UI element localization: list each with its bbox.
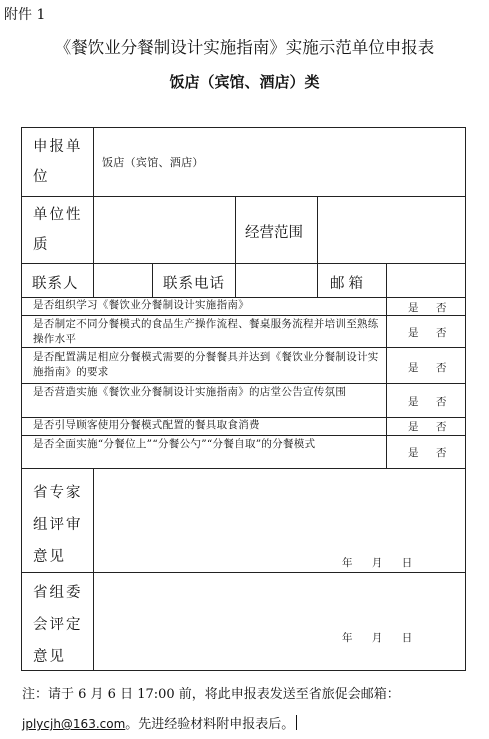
note-line-2 (22, 713, 297, 732)
contact-field[interactable] (94, 264, 152, 297)
no-option[interactable]: 否 (436, 396, 447, 408)
row-line (21, 435, 466, 436)
unit-nature-label: 单位性质 (33, 207, 83, 253)
committee-date (342, 630, 412, 645)
committee-opinion-label: 省组委会评定意见 (33, 585, 83, 665)
question-3: 是否配置满足相应分餐模式需要的分餐餐具并达到《餐饮业分餐制设计实施指南》的要求 (33, 351, 379, 378)
table-border-right (465, 127, 466, 671)
month-label: 月 (371, 632, 383, 644)
page-subtitle: 饭店（宾馆、酒店）类 (169, 73, 320, 91)
no-option[interactable]: 否 (436, 447, 447, 459)
expert-date (342, 555, 412, 570)
email-link[interactable]: jplycjh@163.com (22, 717, 126, 731)
col-line (317, 263, 318, 297)
year-label: 年 (342, 557, 353, 569)
year-label: 年 (342, 632, 353, 644)
attachment-label: 附件 1 (4, 7, 46, 23)
mailbox-field[interactable] (387, 264, 465, 297)
mailbox-label: 邮箱 (330, 276, 367, 292)
col-line (386, 297, 387, 468)
day-label: 日 (401, 557, 413, 569)
col-line (235, 196, 236, 264)
business-scope-label: 经营范围 (245, 225, 303, 241)
yes-option[interactable]: 是 (408, 396, 419, 408)
note-line-2-text: 。先进经验材料附申报表后。 (125, 717, 295, 732)
yes-option[interactable]: 是 (408, 421, 419, 433)
business-scope-field[interactable] (318, 197, 465, 263)
expert-opinion-label: 省专家组评审意见 (33, 485, 83, 565)
table-border-top (21, 127, 466, 128)
committee-opinion-field[interactable] (94, 573, 465, 670)
question-4: 是否营造实施《餐饮业分餐制设计实施指南》的店堂公告宣传氛围 (33, 386, 347, 398)
phone-field[interactable] (236, 264, 317, 297)
phone-label: 联系电话 (163, 276, 225, 292)
col-line (152, 263, 153, 297)
contact-label: 联系人 (32, 276, 79, 292)
month-label: 月 (371, 557, 383, 569)
row-line (21, 347, 466, 348)
applicant-label: 申报单位 (33, 139, 83, 185)
question-2: 是否制定不同分餐模式的食品生产操作流程、餐桌服务流程并培训至熟练操作水平 (33, 318, 379, 345)
no-option[interactable]: 否 (436, 302, 447, 314)
question-1: 是否组织学习《餐饮业分餐制设计实施指南》 (33, 299, 249, 311)
page-title: 《餐饮业分餐制设计实施指南》实施示范单位申报表 (54, 38, 435, 57)
text-cursor (296, 715, 297, 730)
yes-option[interactable]: 是 (408, 302, 419, 314)
table-border-left (21, 127, 22, 671)
question-6: 是否全面实施“分餐位上”“分餐公勺”“分餐自取”的分餐模式 (33, 438, 316, 450)
no-option[interactable]: 否 (436, 327, 447, 339)
yes-option[interactable]: 是 (408, 327, 419, 339)
unit-nature-field[interactable] (94, 197, 235, 263)
no-option[interactable]: 否 (436, 421, 447, 433)
yes-option[interactable]: 是 (408, 447, 419, 459)
yes-option[interactable]: 是 (408, 362, 419, 374)
day-label: 日 (401, 632, 413, 644)
note-line-1: 注：请于 6 月 6 日 17:00 前，将此申报表发送至省旅促会邮箱： (22, 687, 400, 702)
no-option[interactable]: 否 (436, 362, 447, 374)
applicant-value[interactable]: 饭店（宾馆、酒店） (102, 156, 204, 169)
row-line (21, 315, 466, 316)
row-line (21, 383, 466, 384)
question-5: 是否引导顾客使用分餐模式配置的餐具取食消费 (33, 419, 260, 431)
